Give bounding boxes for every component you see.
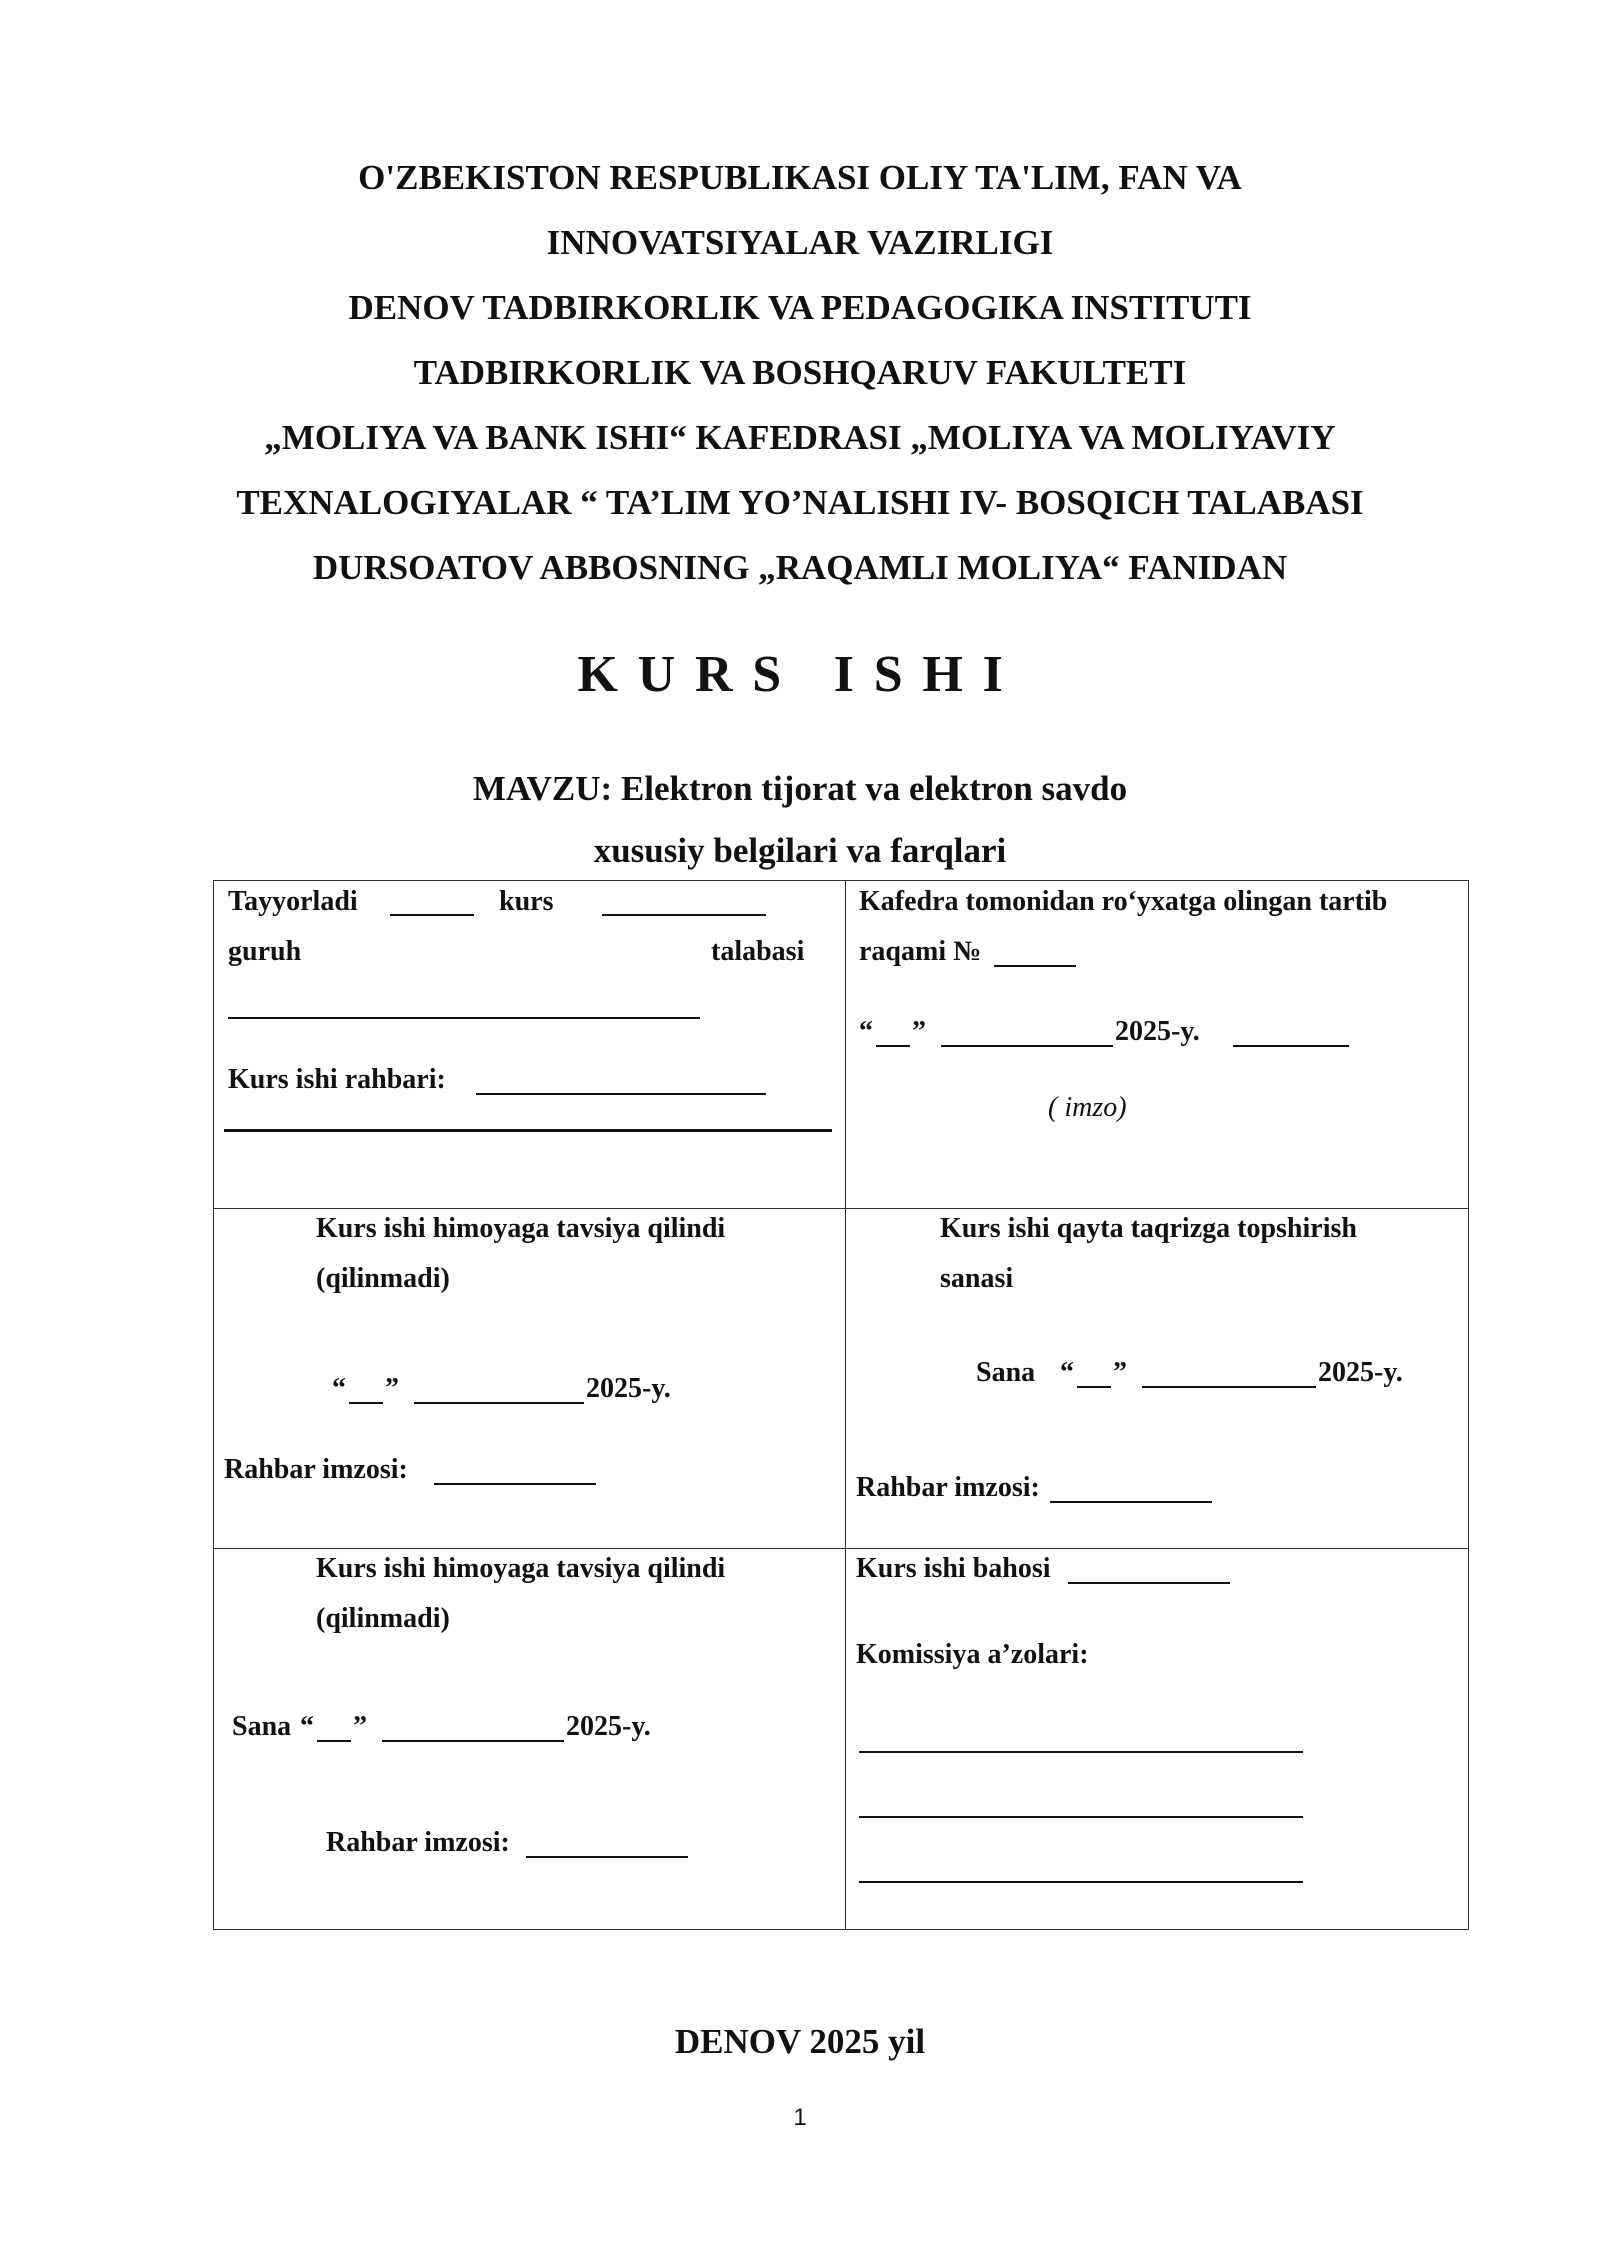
defense2-signature-label: Rahbar imzosi: (326, 1827, 510, 1858)
commission-member-blank-2 (859, 1816, 1303, 1818)
registration-date-close: ” (912, 1016, 926, 1047)
supervisor-label: Kurs ishi rahbari: (228, 1064, 446, 1095)
registration-date-open: “ (859, 1016, 873, 1047)
registration-day-blank (876, 1045, 910, 1047)
topic-block (0, 758, 1600, 882)
signature-caption: ( imzo) (1048, 1092, 1127, 1123)
review-signature-label: Rahbar imzosi: (856, 1472, 1040, 1503)
header-line: DENOV TADBIRKORLIK VA PEDAGOGIKA INSTITUTI (348, 288, 1252, 327)
defense-year: 2025-y. (586, 1373, 671, 1404)
registration-month-blank (941, 1045, 1113, 1047)
group-label: guruh (228, 936, 302, 967)
header-line: DURSOATOV ABBOSNING „RAQAMLI MOLIYA“ FANIDAN (312, 548, 1288, 587)
defense2-sana-label: Sana (232, 1711, 292, 1742)
supervisor-blank-2 (224, 1129, 832, 1132)
defense2-recommended-label: Kurs ishi himoyaga tavsiya qilindi (316, 1553, 726, 1584)
approval-form-table (213, 880, 1469, 1930)
defense2-signature-blank (526, 1856, 688, 1858)
review-date-close: ” (1113, 1357, 1127, 1388)
defense2-date-close: ” (353, 1711, 367, 1742)
commission-member-blank-3 (859, 1881, 1303, 1883)
prepared-label: Tayyorladi (228, 886, 358, 917)
review-sana-label: Sana (976, 1357, 1036, 1388)
commission-member-blank-1 (859, 1751, 1303, 1753)
defense-recommended-label: Kurs ishi himoyaga tavsiya qilindi (316, 1213, 726, 1244)
city-year-footer: DENOV 2025 yil (674, 2022, 926, 2061)
header-line: „MOLIYA VA BANK ISHI“ KAFEDRASI „MOLIYA VA MOLIYAVIY (264, 418, 1336, 457)
commission-label: Komissiya a’zolari: (856, 1639, 1089, 1670)
registration-sign-blank (1233, 1045, 1349, 1047)
table-row-divider (214, 1208, 1468, 1209)
page-number: 1 (793, 2104, 807, 2131)
course-blank (390, 914, 474, 916)
defense-not-recommended-label: (qilinmadi) (316, 1263, 450, 1294)
review-month-blank (1142, 1386, 1316, 1388)
topic-line-1: MAVZU: Elektron tijorat va elektron savdo (472, 769, 1128, 808)
defense-month-blank (414, 1402, 584, 1404)
defense2-day-blank (317, 1740, 351, 1742)
review-signature-blank (1050, 1501, 1212, 1503)
grade-label: Kurs ishi bahosi (856, 1553, 1051, 1584)
review-resubmission-label: Kurs ishi qayta taqrizga topshirish (940, 1213, 1357, 1244)
grade-blank (1068, 1582, 1230, 1584)
ministry-header (0, 145, 1600, 600)
course-label: kurs (499, 886, 554, 917)
defense-signature-blank (434, 1483, 596, 1485)
defense2-not-recommended-label: (qilinmadi) (316, 1603, 450, 1634)
table-row-divider (214, 1548, 1468, 1549)
registration-year: 2025-y. (1115, 1016, 1200, 1047)
defense-day-blank (349, 1402, 383, 1404)
review-year: 2025-y. (1318, 1357, 1403, 1388)
defense2-date-open: “ (300, 1711, 314, 1742)
student-name-blank (228, 1017, 700, 1019)
defense2-month-blank (382, 1740, 564, 1742)
defense-date-close: ” (385, 1373, 399, 1404)
group-blank (602, 914, 766, 916)
registration-number-blank (994, 965, 1076, 967)
header-line: TEXNALOGIYALAR “ TA’LIM YO’NALISHI IV- BOSQICH TALABASI (236, 483, 1364, 522)
supervisor-blank (476, 1093, 766, 1095)
header-line: TADBIRKORLIK VA BOSHQARUV FAKULTETI (413, 353, 1187, 392)
defense2-year: 2025-y. (566, 1711, 651, 1742)
defense-signature-label: Rahbar imzosi: (224, 1454, 408, 1485)
header-line: O'ZBEKISTON RESPUBLIKASI OLIY TA'LIM, FAN VA (358, 158, 1242, 197)
table-column-divider (845, 881, 846, 1929)
review-date-open: “ (1060, 1357, 1074, 1388)
topic-line-2: xususiy belgilari va farqlari (593, 831, 1007, 870)
defense-date-open: “ (332, 1373, 346, 1404)
registration-label: Kafedra tomonidan ro‘yxatga olingan tartib (859, 886, 1388, 917)
header-line: INNOVATSIYALAR VAZIRLIGI (546, 223, 1054, 262)
document-type-title: KURS ISHI (577, 646, 1023, 703)
student-label: talabasi (711, 936, 805, 967)
review-date-label: sanasi (940, 1263, 1014, 1294)
registration-number-label: raqami № (859, 936, 982, 967)
review-day-blank (1077, 1386, 1111, 1388)
